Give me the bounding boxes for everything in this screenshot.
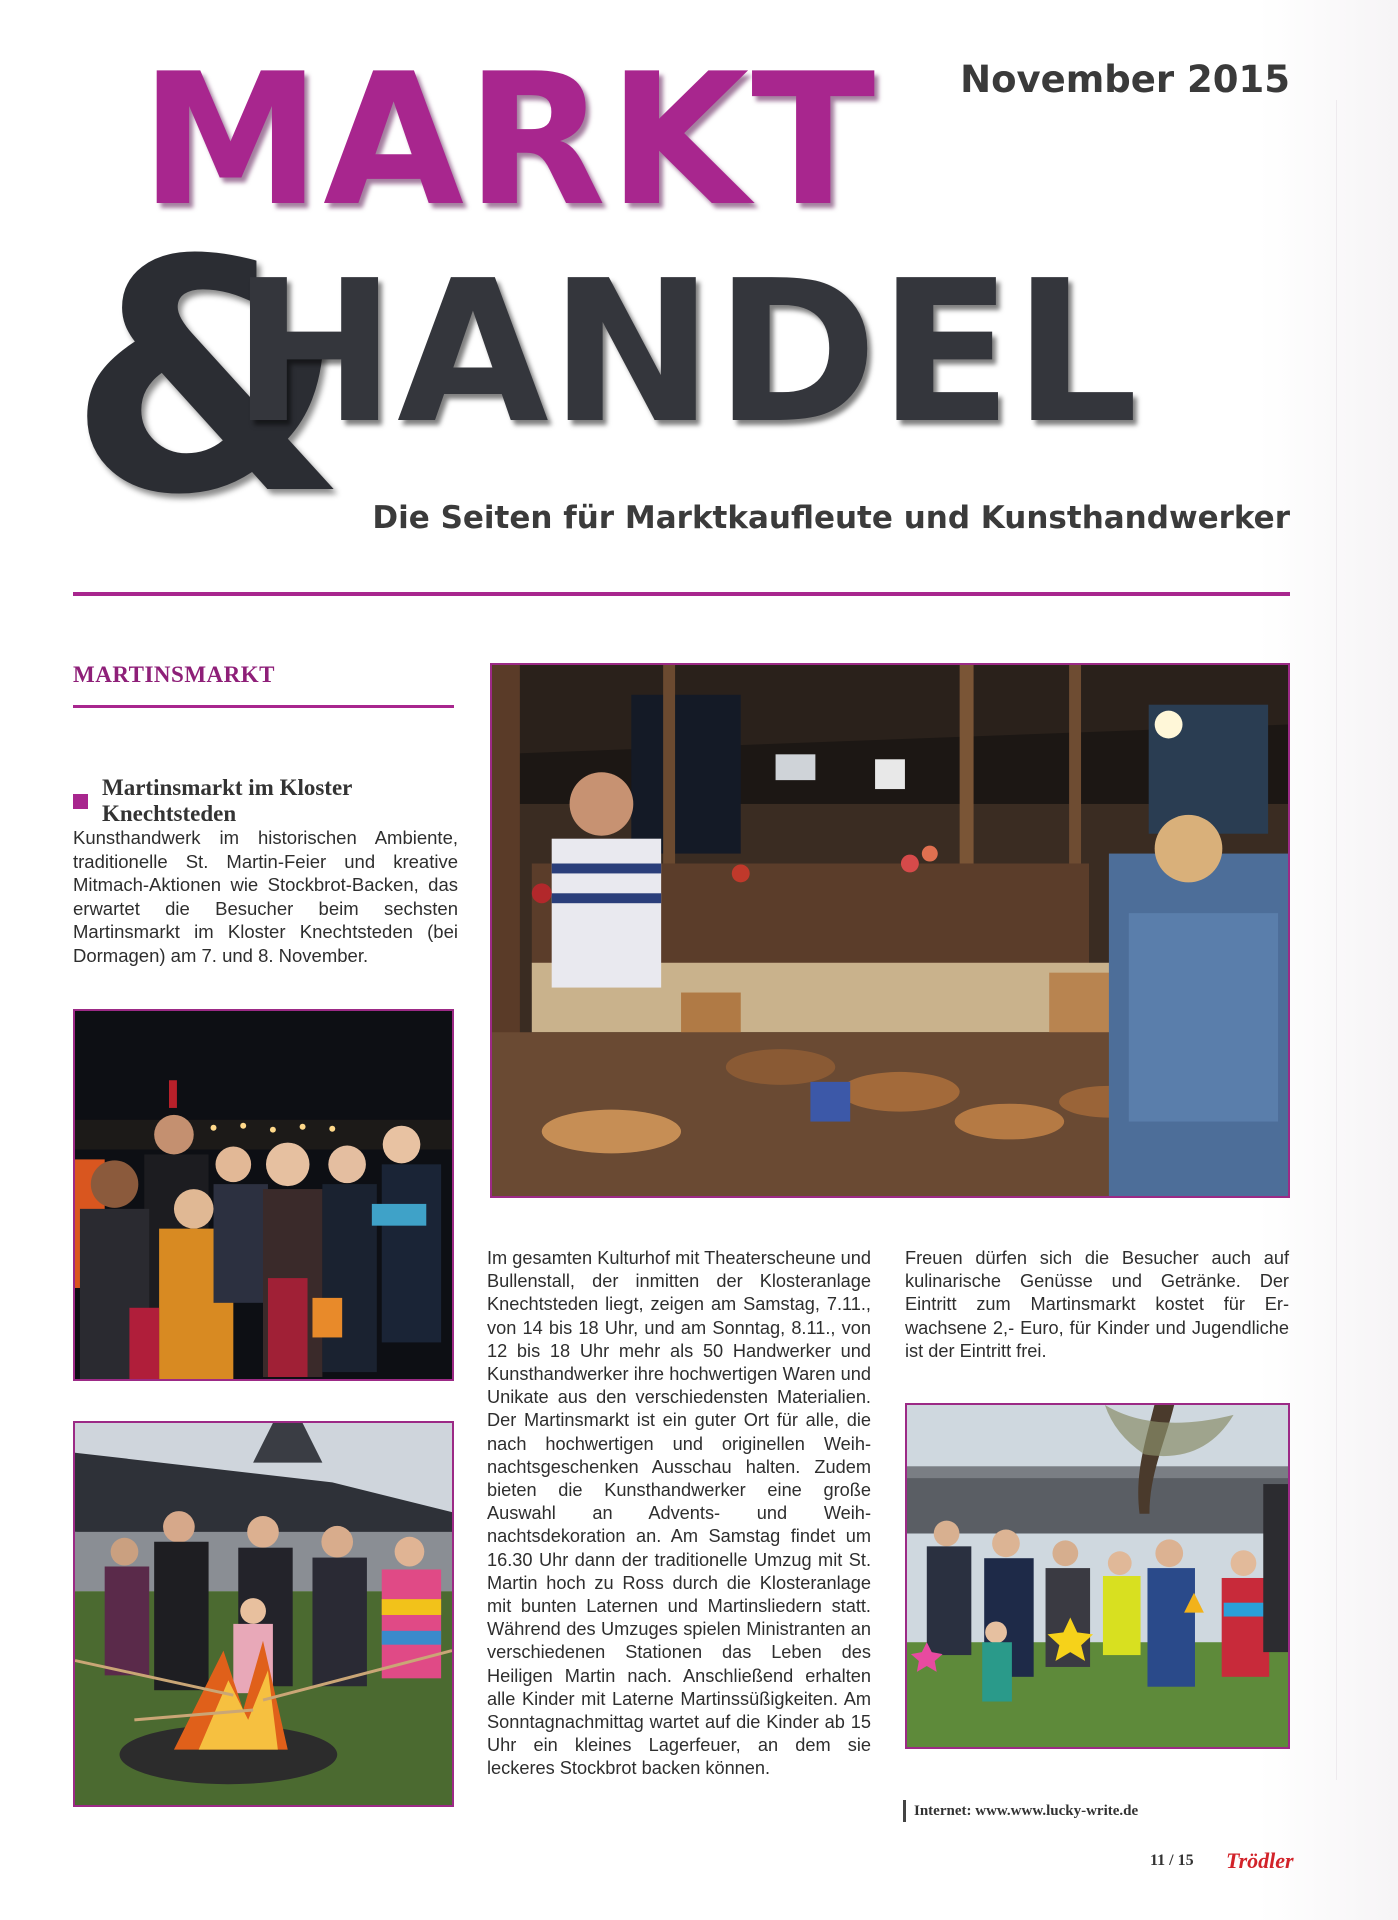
article-body-right: Freuen dürfen sich die Besucher auch auf kulinarische Genüsse und Getränke. Der Eintritt zum Martinsmarkt kostet für Erwachsene 2,- Euro, für Kinder und Jugendliche ist der Eintritt frei.	[905, 1248, 1289, 1361]
bullet-square-icon	[73, 794, 88, 809]
article-body-middle: Im gesamten Kulturhof mit Theaterscheune und Bullenstall, der inmitten der Klosteranlage Knechtsteden liegt, zeigen am Samstag, 7.11., von 14 bis 18 Uhr, und am Sonntag, 8.11., von 12 bis 18 Uhr mehr als 50 Handwerker und Kunsthandwerker ihre hochwertigen Waren und Unikate aus den verschiedensten Materialien. Der Martinsmarkt ist ein guter Ort für alle, die nach hochwertigen und originellen Weihnachtsgeschenken Ausschau halten. Zudem bieten die Kunsthandwerker eine große Auswahl an Advents- und Weihnachtsdekoration an. Am Samstag findet um 16.30 Uhr dann der traditionelle Umzug mit St. Martin hoch zu Ross durch die Klosteranlage mit bunten Laternen und Martinsliedern statt. Während des Umzuges spielen Ministranten an verschiedenen Stationen das Leben des Heiligen Martin nach. Anschließend erhalten alle Kinder mit Laterne Martinssüßigkeiten. Am Sonntagnachmittag wartet auf die Kinder ab 15 Uhr ein kleines Lagerfeuer, an dem sie leckeres Stockbrot backen können.	[487, 1248, 871, 1779]
photo-night-crowd	[73, 1009, 454, 1381]
photo-market-stall	[490, 663, 1290, 1198]
photo-campfire	[73, 1421, 454, 1807]
article-heading-text: Martinsmarkt im Kloster Knechtsteden	[102, 775, 352, 826]
page-edge-shade	[1336, 100, 1337, 1780]
article-heading	[73, 775, 463, 827]
masthead-title-markt: MARKT	[140, 34, 878, 246]
internet-link[interactable]: Internet: www.www.lucky-write.de	[903, 1800, 1138, 1822]
masthead-divider	[73, 592, 1290, 596]
masthead-ampersand: &	[68, 193, 348, 565]
photo-lantern-parade	[905, 1403, 1290, 1749]
page-number: 11 / 15	[1150, 1852, 1194, 1869]
section-label: MARTINSMARKT	[73, 662, 275, 687]
brand-logo: Trödler	[1226, 1848, 1294, 1873]
masthead-title-handel: HANDEL	[232, 239, 1140, 467]
article-intro: Kunsthandwerk im historischen Ambiente, traditionelle St. Martin-Feier und kreative Mitmach-Aktionen wie Stockbrot-Backen, das erwartet die Besucher beim sechsten Martinsmarkt im Kloster Knechtsteden (bei Dormagen) am 7. und 8. November.	[73, 827, 458, 966]
section-divider	[73, 705, 454, 708]
masthead-subtitle: Die Seiten für Marktkaufleute und Kunsthandwerker	[372, 500, 1290, 536]
issue-date: November 2015	[960, 58, 1290, 101]
